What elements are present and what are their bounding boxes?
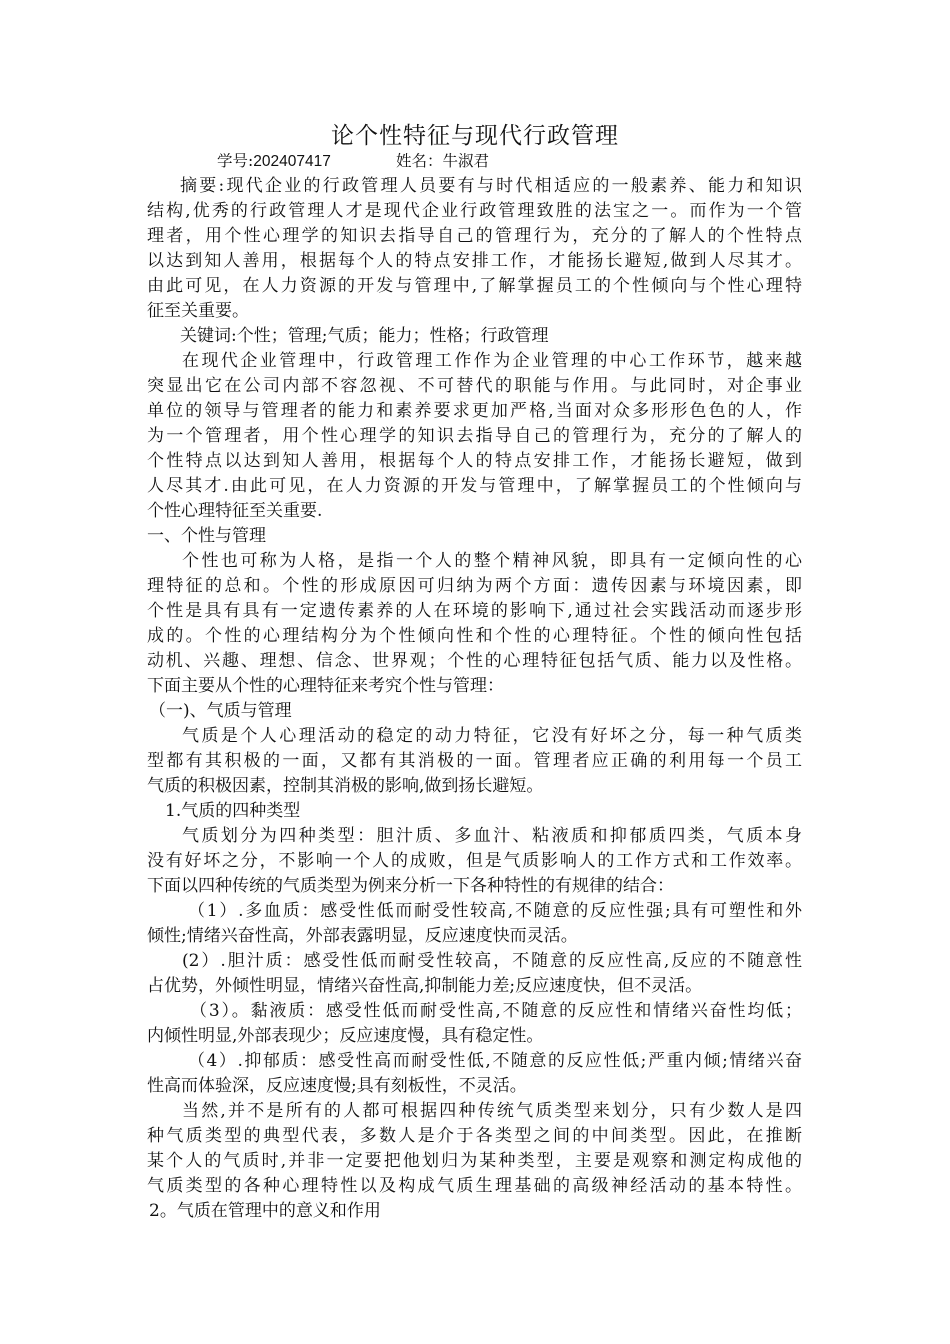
- author-name-label: 姓名：: [396, 152, 443, 170]
- body-line: 成的。个性的心理结构分为个性倾向性和个性的心理特征。个性的倾向性包括: [147, 626, 802, 646]
- body-line: 气质的积极因素，控制其消极的影响,做到扬长避短。: [147, 776, 544, 796]
- intro-line: 人尽其才.由此可见，在人力资源的开发与管理中，了解掌握员工的个性倾向与: [147, 476, 802, 496]
- author-name: [396, 150, 489, 172]
- body-line: 某个人的气质时,并非一定要把他划归为某种类型，主要是观察和测定构成他的: [147, 1151, 802, 1171]
- body-line: 气质类型的各种心理特性以及构成气质生理基础的高级神经活动的基本特性。: [147, 1176, 802, 1196]
- body-line: 下面以四种传统的气质类型为例来分析一下各种特性的有规律的结合：: [147, 876, 674, 896]
- author-name-value: 牛淑君: [442, 152, 490, 170]
- body-line: 个性也可称为人格，是指一个人的整个精神风貌，即具有一定倾向性的心: [182, 551, 802, 571]
- numbered-heading: 1.气质的四种类型: [165, 801, 301, 821]
- intro-line: 在现代企业管理中，行政管理工作作为企业管理的中心工作环节，越来越: [182, 351, 802, 371]
- student-id: [217, 150, 331, 173]
- list-item: （3）。黏液质：感受性低而耐受性高,不随意的反应性和情绪兴奋性均低；: [190, 1001, 802, 1021]
- intro-line: 单位的领导与管理者的能力和素养要求更加严格,当面对众多形形色色的人，作: [147, 401, 802, 421]
- abstract-line: 以达到知人善用，根据每个人的特点安排工作，才能扬长避短,做到人尽其才。: [147, 251, 802, 271]
- numbered-heading: 2。气质在管理中的意义和作用: [149, 1201, 381, 1221]
- abstract-line: 理者，用个性心理学的知识去指导自己的管理行为，充分的了解人的个性特点: [147, 226, 802, 246]
- keywords-line: 关键词:个性；管理;气质；能力；性格；行政管理: [180, 326, 549, 346]
- list-item: （4）.抑郁质：感受性高而耐受性低,不随意的反应性低;严重内倾;情绪兴奋: [188, 1051, 802, 1071]
- abstract-line: 征至关重要。: [147, 301, 249, 321]
- body-line: 个性是具有具有一定遗传素养的人在环境的影响下,通过社会实践活动而逐步形: [147, 601, 802, 621]
- list-item: 性高而体验深，反应速度慢;具有刻板性，不灵活。: [147, 1076, 527, 1096]
- intro-line: 个性特点以达到知人善用，根据每个人的特点安排工作，才能扬长避短，做到: [147, 451, 802, 471]
- body-line: 种气质类型的典型代表，多数人是介于各类型之间的中间类型。因此，在推断: [147, 1126, 802, 1146]
- body-line: 下面主要从个性的心理特征来考究个性与管理：: [147, 676, 504, 696]
- intro-line: 个性心理特征至关重要.: [147, 501, 323, 521]
- body-line: 当然,并不是所有的人都可根据四种传统气质类型来划分，只有少数人是四: [182, 1101, 802, 1121]
- abstract-line: 由此可见，在人力资源的开发与管理中,了解掌握员工的个性倾向与个性心理特: [147, 276, 802, 296]
- body-line: 没有好坏之分，不影响一个人的成败，但是气质影响人的工作方式和工作效率。: [147, 851, 802, 871]
- intro-line: 突显出它在公司内部不容忽视、不可替代的职能与作用。与此同时，对企事业: [147, 376, 802, 396]
- student-id-label: 学号:: [217, 152, 254, 170]
- document-title: 论个性特征与现代行政管理: [331, 123, 619, 149]
- abstract-line: 摘要:现代企业的行政管理人员要有与时代相适应的一般素养、能力和知识: [180, 176, 802, 196]
- body-line: 型都有其积极的一面，又都有其消极的一面。管理者应正确的利用每一个员工: [147, 751, 802, 771]
- list-item: (2）.胆汁质：感受性低而耐受性较高，不随意的反应性高,反应的不随意性: [182, 951, 802, 971]
- body-line: 动机、兴趣、理想、信念、世界观；个性的心理特征包括气质、能力以及性格。: [147, 651, 802, 671]
- list-item: （1）.多血质：感受性低而耐受性较高,不随意的反应性强;具有可塑性和外: [188, 901, 802, 921]
- intro-line: 为一个管理者，用个性心理学的知识去指导自己的管理行为，充分的了解人的: [147, 426, 802, 446]
- body-line: 理特征的总和。个性的形成原因可归纳为两个方面：遗传因素与环境因素，即: [147, 576, 802, 596]
- body-line: 气质是个人心理活动的稳定的动力特征，它没有好坏之分，每一种气质类: [182, 726, 802, 746]
- student-id-value: 202407417: [253, 153, 331, 170]
- abstract-line: 结构,优秀的行政管理人才是现代企业行政管理致胜的法宝之一。而作为一个管: [147, 201, 802, 221]
- subsection-heading: （一)、气质与管理: [149, 701, 292, 721]
- section-heading: 一、个性与管理: [147, 526, 266, 546]
- list-item: 倾性;情绪兴奋性高，外部表露明显，反应速度快而灵活。: [147, 926, 578, 946]
- list-item: 内倾性明显,外部表现少；反应速度慢，具有稳定性。: [147, 1026, 544, 1046]
- body-line: 气质划分为四种类型：胆汁质、多血汁、粘液质和抑郁质四类，气质本身: [182, 826, 802, 846]
- list-item: 占优势，外倾性明显，情绪兴奋性高,抑制能力差;反应速度快，但不灵活。: [147, 976, 703, 996]
